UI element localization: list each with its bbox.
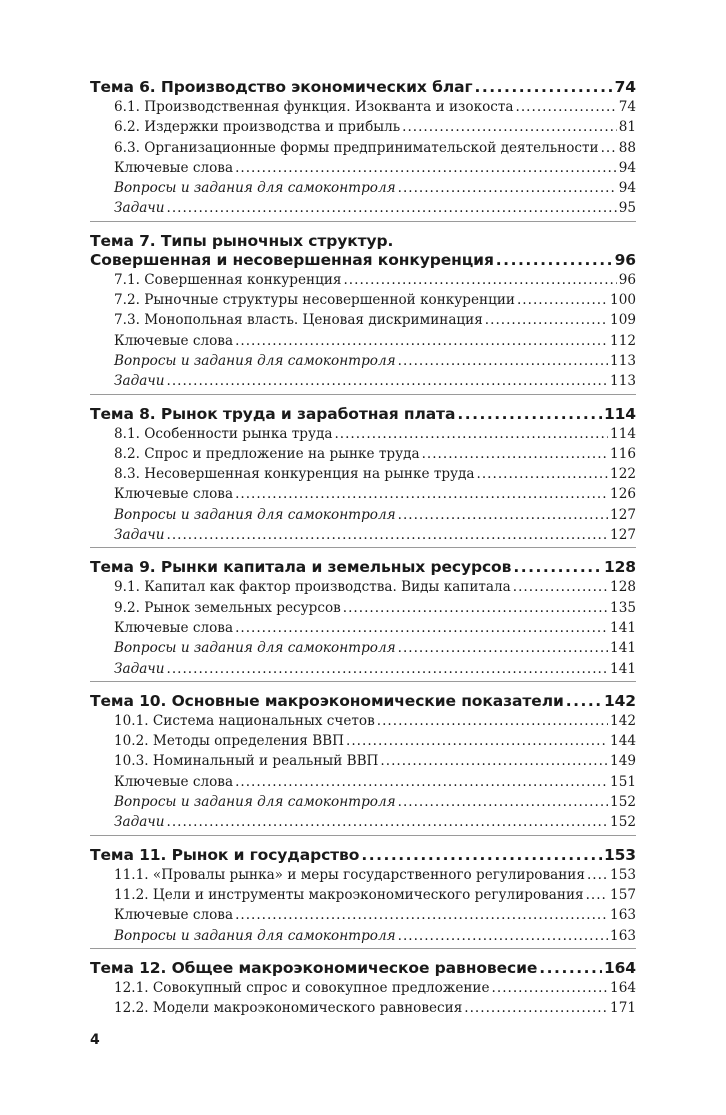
entry-page: 152	[610, 814, 636, 831]
entry-page: 114	[610, 425, 636, 442]
toc-section	[90, 232, 636, 395]
toc-entry[interactable]	[90, 885, 636, 905]
section-page: 96	[614, 250, 636, 269]
entry-text: Вопросы и задания для самоконтроля	[114, 927, 396, 944]
toc-entry[interactable]	[90, 978, 636, 998]
dot-leader	[343, 598, 608, 618]
entry-page: 171	[610, 1000, 636, 1017]
toc-section	[90, 846, 636, 949]
section-title[interactable]	[90, 558, 636, 577]
entry-page: 141	[610, 640, 636, 657]
entry-page: 149	[610, 753, 636, 770]
dot-leader	[586, 885, 608, 905]
dot-leader	[235, 484, 608, 504]
entry-page: 152	[610, 794, 636, 811]
dot-leader	[334, 424, 608, 444]
dot-leader	[346, 731, 608, 751]
section-page: 164	[603, 958, 636, 977]
dot-leader	[398, 926, 608, 946]
entry-text: 12.2. Модели макроэкономического равновесия	[114, 1000, 463, 1017]
entry-page: 116	[610, 445, 636, 462]
dot-leader	[235, 618, 608, 638]
entry-text: 12.1. Совокупный спрос и совокупное предложение	[114, 979, 490, 996]
dot-leader	[167, 659, 609, 679]
entry-text: Задачи	[114, 373, 165, 390]
section-title-text: Тема 9. Рынки капитала и земельных ресурсов	[90, 558, 512, 577]
entry-text: Ключевые слова	[114, 159, 234, 176]
page-number: 4	[90, 1032, 100, 1048]
toc-entry[interactable]	[90, 525, 636, 545]
dot-leader	[167, 525, 609, 545]
dot-leader	[361, 846, 602, 865]
dot-leader	[398, 505, 608, 525]
section-title-line: Тема 7. Типы рыночных структур.	[90, 231, 394, 250]
entry-page: 113	[610, 352, 636, 369]
toc-entry[interactable]	[90, 751, 636, 771]
dot-leader	[398, 178, 617, 198]
section-title[interactable]	[90, 959, 636, 978]
entry-page: 88	[618, 139, 636, 156]
toc-entry[interactable]	[90, 926, 636, 946]
dot-leader	[167, 812, 609, 832]
dot-leader	[235, 158, 617, 178]
entry-text: Задачи	[114, 660, 165, 677]
section-title-text: Тема 10. Основные макроэкономические показатели	[90, 691, 564, 710]
dot-leader	[398, 792, 608, 812]
toc-entry[interactable]	[90, 577, 636, 597]
entry-page: 164	[610, 979, 636, 996]
entry-text: 7.2. Рыночные структуры несовершенной конкуренции	[114, 292, 515, 309]
dot-leader	[516, 97, 617, 117]
entry-text: 10.2. Методы определения ВВП	[114, 733, 345, 750]
entry-text: 6.1. Производственная функция. Изокванта и изокоста	[114, 99, 514, 115]
toc-entry[interactable]	[90, 371, 636, 391]
entry-page: 112	[610, 332, 636, 349]
dot-leader	[457, 405, 602, 424]
dot-leader	[513, 558, 602, 577]
entry-text: 6.2. Издержки производства и прибыль	[114, 119, 401, 136]
entry-page: 95	[618, 200, 636, 217]
entry-text: 7.3. Монопольная власть. Ценовая дискриминация	[114, 312, 483, 329]
entry-page: 100	[610, 292, 636, 309]
dot-leader	[601, 138, 617, 158]
entry-text: 10.3. Номинальный и реальный ВВП	[114, 753, 379, 770]
entry-text: 11.2. Цели и инструменты макроэкономического регулирования	[114, 886, 584, 903]
toc-entry[interactable]	[90, 270, 636, 290]
dot-leader	[377, 711, 608, 731]
dot-leader	[343, 270, 616, 290]
entry-text: 8.2. Спрос и предложение на рынке труда	[114, 445, 420, 462]
dot-leader	[235, 772, 608, 792]
entry-page: 109	[610, 312, 636, 329]
section-title[interactable]	[90, 692, 636, 711]
toc-entry[interactable]	[90, 865, 636, 885]
dot-leader	[464, 998, 608, 1018]
entry-text: Ключевые слова	[114, 332, 234, 349]
toc-entry[interactable]	[90, 998, 636, 1018]
section-title[interactable]	[90, 846, 636, 865]
entry-text: Вопросы и задания для самоконтроля	[114, 506, 396, 523]
entry-page: 153	[610, 866, 636, 883]
toc-entry[interactable]	[90, 178, 636, 198]
entry-page: 96	[618, 271, 636, 288]
dot-leader	[477, 464, 609, 484]
table-of-contents	[90, 78, 636, 1030]
toc-section	[90, 959, 636, 1021]
dot-leader	[496, 251, 613, 270]
toc-entry[interactable]	[90, 158, 636, 178]
toc-entry[interactable]	[90, 505, 636, 525]
section-page: 74	[614, 78, 636, 96]
dot-leader	[235, 331, 608, 351]
entry-text: Задачи	[114, 814, 165, 831]
entry-page: 135	[610, 599, 636, 616]
entry-text: 10.1. Система национальных счетов	[114, 712, 375, 729]
entry-page: 94	[618, 159, 636, 176]
dot-leader	[474, 78, 612, 97]
section-title-text: Тема 6. Производство экономических благ	[90, 78, 473, 96]
entry-text: 9.1. Капитал как фактор производства. Виды капитала	[114, 579, 511, 596]
entry-text: Ключевые слова	[114, 773, 234, 790]
toc-entry[interactable]	[90, 772, 636, 792]
section-page: 153	[603, 845, 636, 864]
toc-entry[interactable]	[90, 638, 636, 658]
entry-page: 122	[610, 466, 636, 483]
entry-page: 128	[610, 579, 636, 596]
toc-entry[interactable]	[90, 792, 636, 812]
entry-page: 81	[618, 119, 636, 136]
toc-entry[interactable]	[90, 464, 636, 484]
toc-entry[interactable]	[90, 598, 636, 618]
entry-text: 8.3. Несовершенная конкуренция на рынке труда	[114, 466, 475, 483]
entry-page: 74	[618, 99, 636, 115]
toc-entry[interactable]	[90, 905, 636, 925]
entry-text: Вопросы и задания для самоконтроля	[114, 794, 396, 811]
entry-text: 7.1. Совершенная конкуренция	[114, 271, 342, 288]
entry-text: Задачи	[114, 527, 165, 544]
entry-page: 127	[610, 506, 636, 523]
section-page: 128	[603, 558, 636, 577]
section-page: 142	[603, 691, 636, 710]
toc-entry[interactable]	[90, 484, 636, 504]
section-title-text: Тема 12. Общее макроэкономическое равновесие	[90, 958, 538, 977]
entry-page: 163	[610, 927, 636, 944]
entry-page: 141	[610, 660, 636, 677]
entry-page: 113	[610, 373, 636, 390]
entry-page: 141	[610, 619, 636, 636]
entry-text: Ключевые слова	[114, 907, 234, 924]
entry-text: Вопросы и задания для самоконтроля	[114, 640, 396, 657]
toc-entry[interactable]	[90, 117, 636, 137]
toc-entry[interactable]	[90, 731, 636, 751]
entry-page: 94	[618, 180, 636, 197]
entry-page: 151	[610, 773, 636, 790]
section-title[interactable]	[90, 78, 636, 97]
entry-text: Ключевые слова	[114, 486, 234, 503]
dot-leader	[167, 371, 609, 391]
dot-leader	[235, 905, 608, 925]
toc-entry[interactable]	[90, 812, 636, 832]
section-title-text: Тема 8. Рынок труда и заработная плата	[90, 404, 456, 423]
entry-page: 144	[610, 733, 636, 750]
toc-entry[interactable]	[90, 310, 636, 330]
dot-leader	[422, 444, 608, 464]
section-title-text: Совершенная и несовершенная конкуренция	[90, 250, 494, 269]
entry-page: 127	[610, 527, 636, 544]
dot-leader	[485, 310, 608, 330]
entry-text: Задачи	[114, 200, 165, 217]
entry-text: Вопросы и задания для самоконтроля	[114, 180, 396, 197]
section-title[interactable]	[90, 405, 636, 424]
dot-leader	[539, 959, 602, 978]
entry-text: 8.1. Особенности рынка труда	[114, 425, 333, 442]
entry-text: Вопросы и задания для самоконтроля	[114, 352, 396, 369]
toc-entry[interactable]	[90, 97, 636, 117]
dot-leader	[566, 692, 602, 711]
entry-text: 11.1. «Провалы рынка» и меры государственного регулирования	[114, 866, 585, 883]
dot-leader	[398, 351, 608, 371]
toc-entry[interactable]	[90, 351, 636, 371]
entry-page: 142	[610, 712, 636, 729]
entry-text: Ключевые слова	[114, 619, 234, 636]
toc-entry[interactable]	[90, 138, 636, 158]
dot-leader	[167, 198, 617, 218]
toc-section	[90, 558, 636, 681]
toc-entry[interactable]	[90, 198, 636, 218]
toc-section	[90, 78, 636, 222]
toc-entry[interactable]	[90, 424, 636, 444]
dot-leader	[398, 638, 608, 658]
dot-leader	[380, 751, 608, 771]
entry-page: 157	[610, 886, 636, 903]
dot-leader	[517, 290, 608, 310]
toc-entry[interactable]	[90, 711, 636, 731]
toc-entry[interactable]	[90, 618, 636, 638]
dot-leader	[587, 865, 608, 885]
section-page: 114	[603, 404, 636, 423]
toc-entry[interactable]	[90, 331, 636, 351]
toc-entry[interactable]	[90, 444, 636, 464]
section-title[interactable]	[90, 251, 636, 270]
entry-text: 9.2. Рынок земельных ресурсов	[114, 599, 341, 616]
dot-leader	[492, 978, 609, 998]
toc-section	[90, 692, 636, 836]
toc-entry[interactable]	[90, 659, 636, 679]
dot-leader	[513, 577, 608, 597]
toc-section	[90, 405, 636, 549]
entry-page: 163	[610, 907, 636, 924]
toc-entry[interactable]	[90, 290, 636, 310]
section-title-text: Тема 11. Рынок и государство	[90, 845, 360, 864]
entry-page: 126	[610, 486, 636, 503]
entry-text: 6.3. Организационные формы предпринимательской деятельности	[114, 139, 599, 156]
dot-leader	[402, 117, 617, 137]
